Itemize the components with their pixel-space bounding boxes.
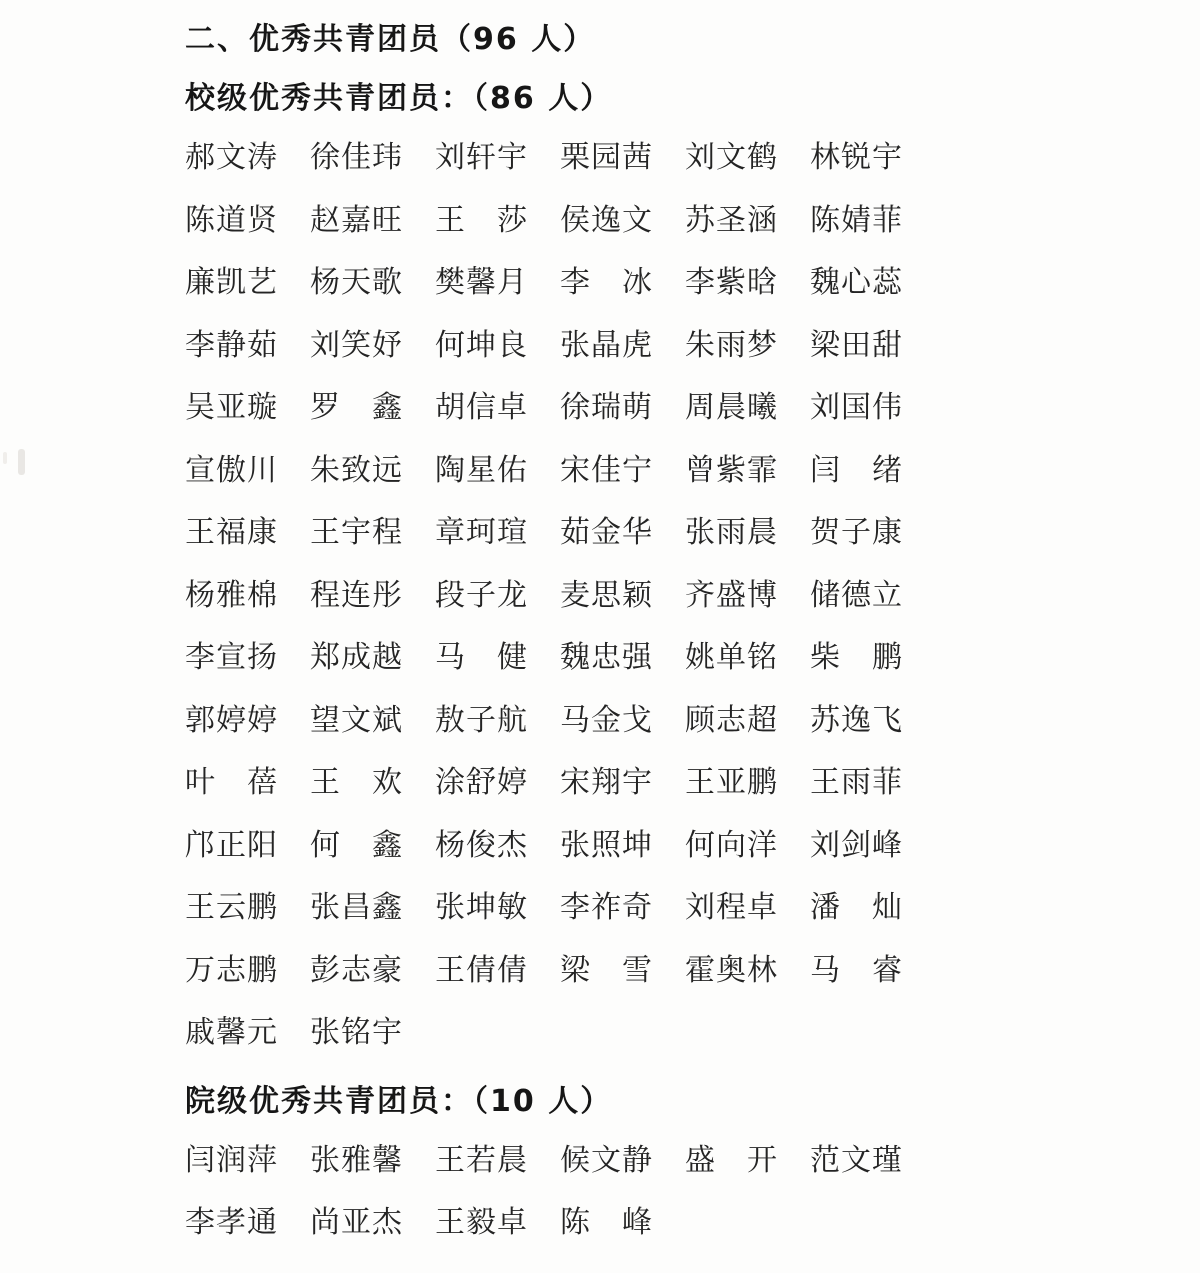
person-name: 陈道贤 <box>185 202 278 238</box>
name-row <box>185 877 1140 940</box>
college-level-name-grid <box>185 1130 1140 1255</box>
person-name: 章珂瑄 <box>435 515 528 551</box>
person-name: 贺子康 <box>810 515 903 551</box>
person-name: 杨天歌 <box>310 265 403 301</box>
person-name: 王 莎 <box>435 202 528 238</box>
person-name: 麦思颖 <box>560 577 653 613</box>
person-name: 苏圣涵 <box>685 202 778 238</box>
person-name: 魏忠强 <box>560 640 653 676</box>
college-level-heading: 院级优秀共青团员：（10 人） <box>185 1083 613 1119</box>
person-name: 尚亚杰 <box>310 1205 403 1241</box>
person-name: 周晨曦 <box>685 390 778 426</box>
name-row <box>185 940 1140 1003</box>
person-name: 宋佳宁 <box>560 452 653 488</box>
person-name: 段子龙 <box>435 577 528 613</box>
person-name: 万志鹏 <box>185 952 278 988</box>
person-name: 刘笑妤 <box>310 327 403 363</box>
person-name: 王福康 <box>185 515 278 551</box>
person-name: 张雨晨 <box>685 515 778 551</box>
person-name: 闫 绪 <box>810 452 903 488</box>
name-row <box>185 502 1140 565</box>
person-name: 王雨菲 <box>810 765 903 801</box>
person-name: 梁 雪 <box>560 952 653 988</box>
person-name: 苏逸飞 <box>810 702 903 738</box>
name-row <box>185 1192 1140 1255</box>
person-name: 涂舒婷 <box>435 765 528 801</box>
person-name: 李孝通 <box>185 1205 278 1241</box>
person-name: 戚馨元 <box>185 1015 278 1051</box>
name-row <box>185 1130 1140 1193</box>
section-title: 二、优秀共青团员（96 人） <box>185 22 596 57</box>
person-name: 潘 灿 <box>810 890 903 926</box>
person-name: 马 健 <box>435 640 528 676</box>
person-name: 盛 开 <box>685 1142 778 1178</box>
person-name: 徐瑞萌 <box>560 390 653 426</box>
person-name: 栗园茜 <box>560 140 653 176</box>
person-name: 柴 鹏 <box>810 640 903 676</box>
person-name: 王毅卓 <box>435 1205 528 1241</box>
person-name: 储德立 <box>810 577 903 613</box>
person-name: 魏心蕊 <box>810 265 903 301</box>
person-name: 张铭宇 <box>310 1015 403 1051</box>
person-name: 李静茹 <box>185 327 278 363</box>
person-name: 王云鹏 <box>185 890 278 926</box>
person-name: 望文斌 <box>310 702 403 738</box>
person-name: 姚单铭 <box>685 640 778 676</box>
person-name: 叶 蓓 <box>185 765 278 801</box>
name-row <box>185 440 1140 503</box>
person-name: 李 冰 <box>560 265 653 301</box>
person-name: 杨雅棉 <box>185 577 278 613</box>
person-name: 陈 峰 <box>560 1205 653 1241</box>
name-row <box>185 565 1140 628</box>
person-name: 刘国伟 <box>810 390 903 426</box>
person-name: 顾志超 <box>685 702 778 738</box>
person-name: 马 睿 <box>810 952 903 988</box>
person-name: 彭志豪 <box>310 952 403 988</box>
name-row <box>185 627 1140 690</box>
person-name: 廉凯艺 <box>185 265 278 301</box>
person-name: 李宣扬 <box>185 640 278 676</box>
person-name: 林锐宇 <box>810 140 903 176</box>
school-level-name-grid <box>185 127 1140 1065</box>
name-row <box>185 190 1140 253</box>
person-name: 罗 鑫 <box>310 390 403 426</box>
person-name: 张照坤 <box>560 827 653 863</box>
person-name: 范文瑾 <box>810 1142 903 1178</box>
person-name: 王亚鹏 <box>685 765 778 801</box>
person-name: 张雅馨 <box>310 1142 403 1178</box>
name-row <box>185 377 1140 440</box>
person-name: 吴亚璇 <box>185 390 278 426</box>
person-name: 李紫晗 <box>685 265 778 301</box>
name-row <box>185 752 1140 815</box>
person-name: 霍奥林 <box>685 952 778 988</box>
name-row <box>185 815 1140 878</box>
person-name: 王倩倩 <box>435 952 528 988</box>
person-name: 朱致远 <box>310 452 403 488</box>
person-name: 何向洋 <box>685 827 778 863</box>
person-name: 郭婷婷 <box>185 702 278 738</box>
person-name: 陶星佑 <box>435 452 528 488</box>
person-name: 刘程卓 <box>685 890 778 926</box>
person-name: 敖子航 <box>435 702 528 738</box>
person-name: 侯逸文 <box>560 202 653 238</box>
person-name: 王宇程 <box>310 515 403 551</box>
person-name: 马金戈 <box>560 702 653 738</box>
person-name: 胡信卓 <box>435 390 528 426</box>
person-name: 梁田甜 <box>810 327 903 363</box>
name-row <box>185 1002 1140 1065</box>
person-name: 刘文鹤 <box>685 140 778 176</box>
person-name: 何坤良 <box>435 327 528 363</box>
name-row <box>185 127 1140 190</box>
person-name: 张晶虎 <box>560 327 653 363</box>
person-name: 郑成越 <box>310 640 403 676</box>
person-name: 曾紫霏 <box>685 452 778 488</box>
person-name: 樊馨月 <box>435 265 528 301</box>
person-name: 宋翔宇 <box>560 765 653 801</box>
person-name: 候文静 <box>560 1142 653 1178</box>
name-row <box>185 252 1140 315</box>
scan-smudge-artifact <box>3 452 7 464</box>
person-name: 赵嘉旺 <box>310 202 403 238</box>
person-name: 王 欢 <box>310 765 403 801</box>
name-row <box>185 315 1140 378</box>
person-name: 茹金华 <box>560 515 653 551</box>
scan-smudge-artifact <box>18 449 25 475</box>
person-name: 宣傲川 <box>185 452 278 488</box>
person-name: 齐盛博 <box>685 577 778 613</box>
person-name: 何 鑫 <box>310 827 403 863</box>
person-name: 张昌鑫 <box>310 890 403 926</box>
person-name: 朱雨梦 <box>685 327 778 363</box>
person-name: 王若晨 <box>435 1142 528 1178</box>
person-name: 邝正阳 <box>185 827 278 863</box>
person-name: 陈婧菲 <box>810 202 903 238</box>
person-name: 郝文涛 <box>185 140 278 176</box>
person-name: 刘轩宇 <box>435 140 528 176</box>
person-name: 张坤敏 <box>435 890 528 926</box>
person-name: 刘剑峰 <box>810 827 903 863</box>
person-name: 徐佳玮 <box>310 140 403 176</box>
school-level-heading: 校级优秀共青团员：（86 人） <box>185 81 613 116</box>
person-name: 李祚奇 <box>560 890 653 926</box>
name-row <box>185 690 1140 753</box>
person-name: 杨俊杰 <box>435 827 528 863</box>
person-name: 程连彤 <box>310 577 403 613</box>
person-name: 闫润萍 <box>185 1142 278 1178</box>
